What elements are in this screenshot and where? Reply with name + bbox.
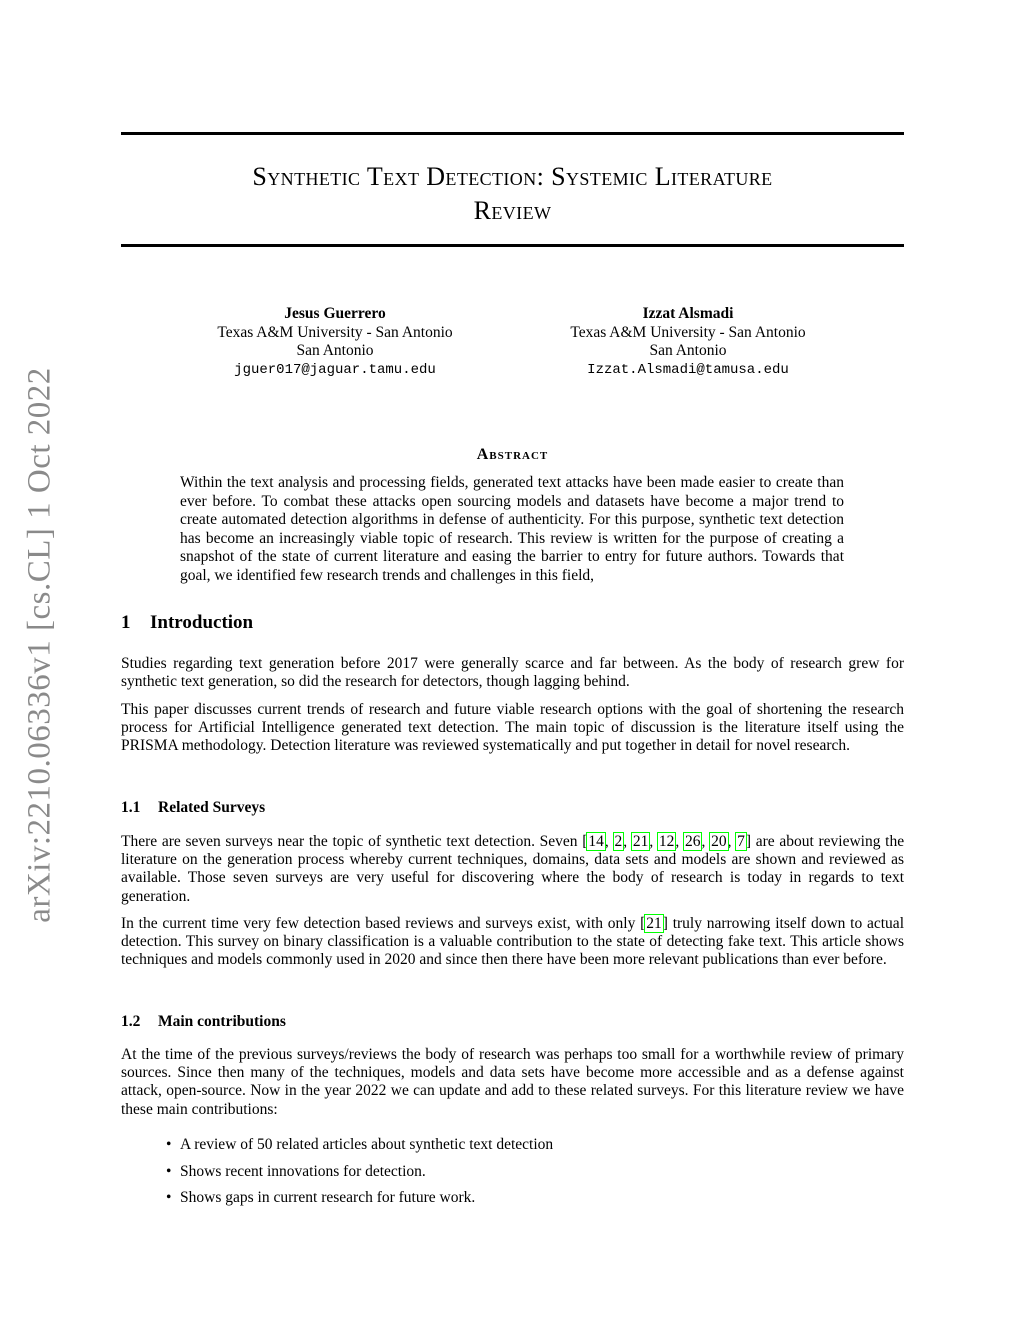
author-affiliation: Texas A&M University - San Antonio (570, 323, 806, 341)
author-email[interactable]: Izzat.Alsmadi@tamusa.edu (587, 361, 789, 378)
subsection-title: Main contributions (158, 1013, 286, 1030)
citation-link[interactable]: 12 (658, 833, 675, 850)
citation-link[interactable]: 26 (684, 833, 701, 850)
author-email[interactable]: jguer017@jaguar.tamu.edu (234, 361, 436, 378)
subsection-number: 1.2 (121, 1013, 141, 1030)
section-heading-introduction (121, 612, 253, 634)
citation-link[interactable]: 7 (737, 833, 745, 850)
abstract-heading: Abstract (476, 446, 549, 463)
subsection-title: Related Surveys (158, 799, 266, 816)
subsection-number: 1.1 (121, 799, 141, 816)
citation-link[interactable]: 14 (588, 833, 604, 850)
author-block-1 (175, 305, 495, 379)
section-number: 1 (121, 612, 131, 633)
subsection-heading-main-contributions (121, 1013, 286, 1031)
list-item: • A review of 50 related articles about synthetic text detection (160, 1136, 900, 1163)
paper-title (121, 160, 904, 228)
subsection-heading-related-surveys (121, 799, 265, 817)
intro-paragraph-2: This paper discusses current trends of research and future viable research options with the goal of shortening the research process for Artificial Intelligence generated text detection. The main topic of discussion is the literature itself using the PRISMA methodology. Detection literature was reviewed systematically and put together in detail for novel research. (121, 701, 904, 755)
section-title: Introduction (150, 612, 254, 633)
title-line-2: Review (473, 196, 552, 225)
paragraph-text: There are seven surveys near the topic of synthetic text detection. Seven [ (121, 833, 588, 850)
list-item: • Shows recent innovations for detection. (160, 1163, 900, 1190)
title-rule-bottom (121, 244, 904, 247)
related-surveys-paragraph-2 (121, 915, 904, 970)
author-affiliation: Texas A&M University - San Antonio (217, 323, 453, 341)
paragraph-text: ] truly narrowing itself down to actual detection. This survey on binary classification is a valuable contribution to the state of detecting fake text. This article shows techniques and models commonly used in 2020 and since then there have been more relevant publications than ever before. (121, 915, 904, 969)
citation-link[interactable]: 2 (614, 833, 623, 850)
title-rule-top (121, 132, 904, 135)
abstract-text: Within the text analysis and processing fields, generated text attacks have been made easier to create than ever before. To combat these attacks open sourcing models and datasets have become a major trend to create automated detection algorithms in defense of authenticity. For this purpose, synthetic text detection has become an increasingly viable topic of research. This review is written for the purpose of creating a snapshot of the state of current literature and easing the barrier to entry for future authors. Towards that goal, we identified few research trends and challenges in this field, (180, 474, 844, 584)
intro-paragraph-1: Studies regarding text generation before 2017 were generally scarce and far between. As the body of research grew for synthetic text generation, so did the research for detectors, though lagging behind. (121, 655, 904, 691)
author-name: Izzat Alsmadi (642, 305, 734, 322)
list-item: • Shows gaps in current research for future work. (160, 1189, 900, 1216)
contributions-list (160, 1136, 900, 1216)
author-city: San Antonio (649, 342, 727, 359)
author-city: San Antonio (296, 342, 374, 359)
title-line-1: Synthetic Text Detection: Systemic Literature (252, 162, 773, 191)
citation-link[interactable]: 21 (632, 833, 649, 850)
author-name: Jesus Guerrero (284, 305, 386, 322)
citation-link[interactable]: 21 (646, 915, 662, 932)
paragraph-text: ] are about reviewing the literature on the generation process whereby current techniques, domains, data sets and models are shown and reviewed as available. Those seven surveys are very useful for discovering where the body of research is today in regards to text generation. (121, 833, 905, 905)
related-surveys-paragraph-1: There are seven surveys near the topic of synthetic text detection. Seven [14, 2, 21, 12, 26, 20, 7] are about reviewing the literature on the generation process whereby current techniques, domains, data sets and models are shown and reviewed as available. Those seven surveys are very useful for discovering where the body of research is today in regards to text generation. (121, 833, 905, 905)
arxiv-identifier[interactable]: arXiv:2210.06336v1 [cs.CL] 1 Oct 2022 (21, 367, 58, 923)
paragraph-text: In the current time very few detection based reviews and surveys exist, with only [ (121, 915, 646, 932)
main-contributions-paragraph: At the time of the previous surveys/reviews the body of research was perhaps too small for a worthwhile review of primary sources. Since then many of the techniques, models and data sets have become more accessible and as a defense against attack, open-source. Now in the year 2022 we can update and add to these related surveys. For this literature review we have these main contributions: (121, 1046, 904, 1118)
author-block-2 (528, 305, 848, 379)
citation-link[interactable]: 20 (711, 833, 727, 850)
